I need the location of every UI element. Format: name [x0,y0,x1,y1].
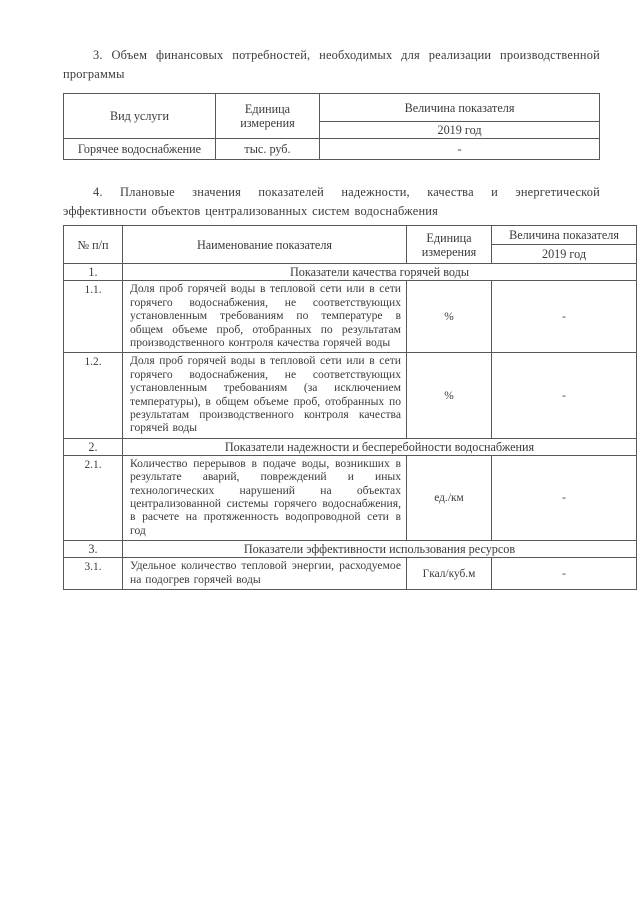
cell-unit: ед./км [407,455,492,540]
cell-indicator-name: Удельное количество тепловой энергии, расходуемое на подогрев горячей воды [123,558,407,590]
section-3-heading: 3. Объем финансовых потребностей, необходимых для реализации производственной программы [63,48,600,81]
cell-row-number: 1.2. [64,353,123,438]
header-year-2019: 2019 год [492,245,637,264]
cell-value: - [320,139,600,160]
header-indicator-value: Величина показателя [320,94,600,122]
table-header-row [64,94,600,122]
header-measurement-unit: Единица измерения [216,94,320,139]
cell-section-number: 3. [64,541,123,558]
cell-value: - [492,455,637,540]
cell-section-title: Показатели качества горячей воды [123,264,637,281]
section-row-quality [64,264,637,281]
header-indicator-value: Величина показателя [492,226,637,245]
table-row-3-1 [64,558,637,590]
indicators-table [63,225,637,590]
cell-value: - [492,353,637,438]
cell-value: - [492,558,637,590]
header-service-type: Вид услуги [64,94,216,139]
cell-value: - [492,281,637,353]
cell-section-title: Показатели эффективности использования ресурсов [123,541,637,558]
section-row-reliability [64,438,637,455]
table-row-1-2 [64,353,637,438]
cell-indicator-name: Доля проб горячей воды в тепловой сети или в сети горячего водоснабжения, не соответствующих установленным требованиям по температуре в общем объеме проб, отобранных по результатам производственного контроля качества горячей воды [123,281,407,353]
cell-unit: Гкал/куб.м [407,558,492,590]
cell-row-number: 3.1. [64,558,123,590]
header-measurement-unit: Единица измерения [407,226,492,264]
section-4-heading: 4. Плановые значения показателей надежности, качества и энергетической эффективности объектов централизованных систем водоснабжения [63,185,600,218]
cell-unit: тыс. руб. [216,139,320,160]
header-year-2019: 2019 год [320,122,600,139]
cell-indicator-name: Доля проб горячей воды в тепловой сети или в сети горячего водоснабжения, не соответствующих установленным требованиям (за исключением температуры), в общем объеме проб, отобранных по результатам производственного контроля качества горячей воды [123,353,407,438]
cell-row-number: 2.1. [64,455,123,540]
header-row-number: № п/п [64,226,123,264]
table-row-1-1 [64,281,637,353]
table-row [64,139,600,160]
cell-unit: % [407,281,492,353]
cell-section-number: 2. [64,438,123,455]
cell-section-number: 1. [64,264,123,281]
cell-service-name: Горячее водоснабжение [64,139,216,160]
cell-unit: % [407,353,492,438]
table-row-2-1 [64,455,637,540]
table-header-row [64,226,637,245]
cell-row-number: 1.1. [64,281,123,353]
financial-needs-table [63,93,600,160]
cell-section-title: Показатели надежности и бесперебойности водоснабжения [123,438,637,455]
cell-indicator-name: Количество перерывов в подаче воды, возникших в результате аварий, повреждений и иных технологических нарушений на объектах централизованной системы горячего водоснабжения, в расчете на протяженность водопроводной сети в год [123,455,407,540]
section-row-efficiency [64,541,637,558]
header-indicator-name: Наименование показателя [123,226,407,264]
